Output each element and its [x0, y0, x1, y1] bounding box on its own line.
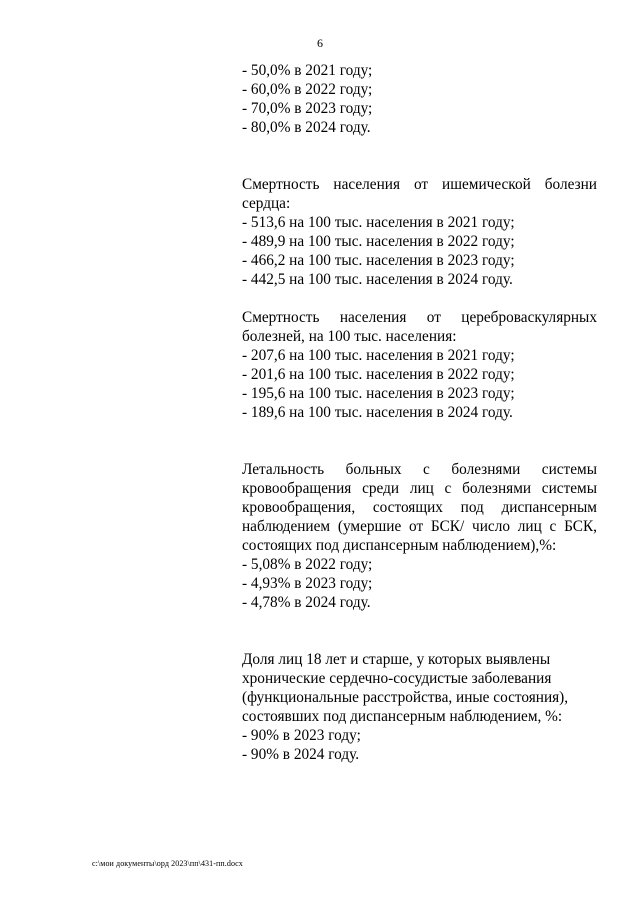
section-heading-line: хронические сердечно-сосудистые заболевания	[242, 670, 552, 687]
section-heading-line: болезней, на 100 тыс. населения:	[242, 328, 457, 345]
list-item: - 70,0% в 2023 году;	[242, 100, 373, 117]
page-number: 6	[317, 36, 323, 50]
section-heading-line: состоящих под диспансерным наблюдением),%:	[242, 537, 557, 554]
section-heading-line: сердца:	[242, 195, 291, 212]
list-item: - 201,6 на 100 тыс. населения в 2022 году;	[242, 366, 515, 383]
list-item: - 466,2 на 100 тыс. населения в 2023 году;	[242, 252, 515, 269]
intro-list	[242, 61, 597, 137]
section-heading-line: (функциональные расстройства, иные состояния),	[242, 689, 569, 706]
list-item: - 90% в 2023 году;	[242, 727, 361, 744]
file-path-footer: c:\мои документы\орд 2023\пп\431-пп.docx	[92, 859, 243, 868]
list-item: - 489,9 на 100 тыс. населения в 2022 году;	[242, 233, 515, 250]
section-heading-line: Доля лиц 18 лет и старше, у которых выявлены	[242, 651, 551, 668]
section-heading-line: кровообращения среди лиц с болезнями системы	[242, 480, 597, 497]
list-item: - 189,6 на 100 тыс. населения в 2024 году.	[242, 404, 513, 421]
section-lethality	[242, 460, 597, 612]
section-heading-line: кровообращения, состоящих под диспансерным	[242, 499, 597, 516]
section-heading-line: наблюдением (умершие от БСК/ число лиц с БСК,	[242, 518, 597, 535]
section-cerebrovascular-mortality	[242, 308, 597, 422]
list-item: - 442,5 на 100 тыс. населения в 2024 году.	[242, 271, 513, 288]
section-ischemic-mortality	[242, 175, 597, 289]
section-dispensary-share	[242, 650, 597, 764]
section-heading-line: Смертность населения от ишемической болезни	[242, 176, 597, 193]
list-item: - 4,78% в 2024 году.	[242, 594, 371, 611]
list-item: - 5,08% в 2022 году;	[242, 556, 373, 573]
section-heading-line: Летальность больных с болезнями системы	[242, 461, 597, 478]
section-heading-line: Смертность населения от цереброваскулярных	[242, 309, 597, 326]
list-item: - 60,0% в 2022 году;	[242, 81, 373, 98]
list-item: - 90% в 2024 году.	[242, 746, 360, 763]
list-item: - 50,0% в 2021 году;	[242, 62, 373, 79]
list-item: - 4,93% в 2023 году;	[242, 575, 373, 592]
section-heading-line: состоявших под диспансерным наблюдением, %:	[242, 708, 563, 725]
list-item: - 195,6 на 100 тыс. населения в 2023 году;	[242, 385, 515, 402]
document-body	[242, 61, 597, 764]
list-item: - 80,0% в 2024 году.	[242, 119, 371, 136]
list-item: - 513,6 на 100 тыс. населения в 2021 году;	[242, 214, 515, 231]
list-item: - 207,6 на 100 тыс. населения в 2021 году;	[242, 347, 515, 364]
